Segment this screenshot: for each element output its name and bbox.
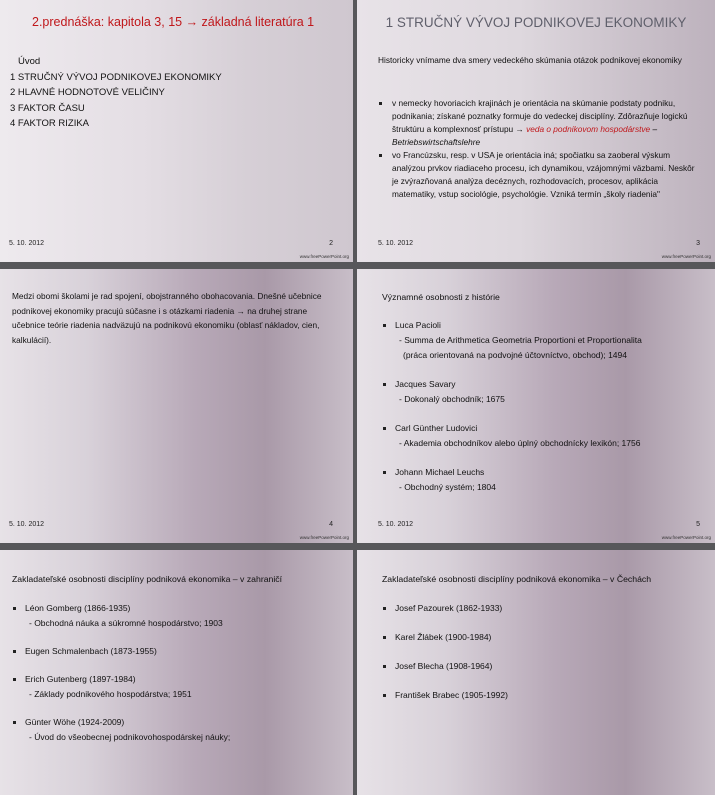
slide-number: 4 bbox=[329, 521, 333, 528]
person-item: Karel Žlábek (1900-1984) bbox=[382, 630, 702, 645]
slide-date: 5. 10. 2012 bbox=[9, 240, 45, 247]
slide-thumbnail-2[interactable] bbox=[0, 0, 353, 262]
slide-number: 5 bbox=[696, 521, 700, 528]
person-item: František Brabec (1905-1992) bbox=[382, 688, 702, 703]
slide-number: 3 bbox=[696, 240, 700, 247]
slide-thumbnail-6[interactable] bbox=[0, 550, 353, 795]
outline-item: 4 FAKTOR RIZIKA bbox=[10, 118, 90, 129]
slide-thumbnail-4[interactable] bbox=[0, 269, 353, 543]
slide-number: 2 bbox=[329, 240, 333, 247]
slide-footer-site: www.freePowerPoint.org bbox=[299, 254, 349, 259]
person-item: Josef Pazourek (1862-1933) bbox=[382, 601, 702, 616]
people-list bbox=[382, 601, 702, 703]
slide-text: Medzi obomi školami je rad spojení, obojstranného obohacovania. Dnešné učebnice podnikovej ekonomiky pracujú súčasne i s otázkami riadenia → na druhej strane učebnice teórie riadenia nadväzujú na podnikovú ekonomiku (oblasť nákladov, cien, kalkulácií). bbox=[12, 291, 322, 345]
german-term: Betriebswirtschaftslehre bbox=[392, 137, 481, 147]
people-list bbox=[12, 601, 342, 745]
person-item: Carl Günther Ludovici - Akademia obchodníkov alebo úplný obchodnícky lexikón; 1756 bbox=[382, 421, 712, 451]
slide-title: 2.prednáška: kapitola 3, 15 → základná literatúra 1 bbox=[32, 15, 315, 29]
slide-title: 1 STRUČNÝ VÝVOJ PODNIKOVEJ EKONOMIKY bbox=[385, 15, 687, 30]
slide-heading: Zakladateľské osobnosti disciplíny podniková ekonomika – v zahraničí bbox=[12, 574, 283, 584]
person-item: Jacques Savary - Dokonalý obchodník; 1675 bbox=[382, 377, 712, 407]
person-item: Luca Pacioli - Summa de Arithmetica Geometria Proportioni et Proportionalita (práca orientovaná na podvojné účtovníctvo, obchod); 1494 bbox=[382, 318, 712, 363]
outline-item: 2 HLAVNÉ HODNOTOVÉ VELIČINY bbox=[10, 87, 165, 98]
slide-date: 5. 10. 2012 bbox=[378, 240, 414, 247]
slide-footer-site: www.freePowerPoint.org bbox=[661, 535, 711, 540]
slide-intro: Historicky vnímame dva smery vedeckého skúmania otázok podnikovej ekonomiky bbox=[378, 55, 682, 65]
person-item: Johann Michael Leuchs - Obchodný systém; 1804 bbox=[382, 465, 712, 495]
person-item: Erich Gutenberg (1897-1984) - Základy podnikového hospodárstva; 1951 bbox=[12, 672, 342, 702]
outline-item: 1 STRUČNÝ VÝVOJ PODNIKOVEJ EKONOMIKY bbox=[10, 71, 222, 83]
people-list bbox=[382, 318, 712, 495]
outline-item: 3 FAKTOR ČASU bbox=[10, 102, 85, 114]
bullet-item: vo Francúzsku, resp. v USA je orientácia iná; spočiatku sa zaoberal výskum analýzou prvkov riadiaceho procesu, ich dynamikou, vzájomnými väzbami. Neskôr je zvýrazňovaná analýza decéznych, rozhodovacích, procesov, aplikácia matematiky, vstup sociológie, psychológie. Vzniká termín „školy riadenia" bbox=[377, 149, 695, 201]
highlight-term: veda o podnikovom hospodárstve bbox=[526, 124, 651, 134]
outline-list bbox=[10, 54, 222, 132]
slide-thumbnail-3[interactable] bbox=[357, 0, 715, 262]
slide-footer-site: www.freePowerPoint.org bbox=[299, 535, 349, 540]
slide-thumbnail-5[interactable] bbox=[357, 269, 715, 543]
person-item: Léon Gomberg (1866-1935) - Obchodná náuka a súkromné hospodárstvo; 1903 bbox=[12, 601, 342, 631]
bullet-item: v nemecky hovoriacich krajinách je orientácia na skúmanie podstaty podniku, podnikania; získané poznatky formuje do vedeckej disciplíny. Zdôrazňuje logickú štruktúru a komplexnosť prístupu → veda o podnikovom hospodárstve – Betriebswirtschaftslehre bbox=[377, 97, 695, 149]
slide-heading: Významné osobnosti z histórie bbox=[382, 292, 500, 302]
slide-date: 5. 10. 2012 bbox=[378, 521, 414, 528]
slide-heading: Zakladateľské osobnosti disciplíny podniková ekonomika – v Čechách bbox=[382, 574, 652, 584]
person-item: Josef Blecha (1908-1964) bbox=[382, 659, 702, 674]
slide-thumbnail-7[interactable] bbox=[357, 550, 715, 795]
slide-date: 5. 10. 2012 bbox=[9, 521, 45, 528]
bullet-list bbox=[377, 97, 695, 201]
outline-item: Úvod bbox=[18, 56, 41, 67]
person-item: Eugen Schmalenbach (1873-1955) bbox=[12, 644, 342, 659]
slide-footer-site: www.freePowerPoint.org bbox=[661, 254, 711, 259]
person-item: Günter Wöhe (1924-2009) - Úvod do všeobecnej podnikovohospodárskej náuky; bbox=[12, 715, 342, 745]
